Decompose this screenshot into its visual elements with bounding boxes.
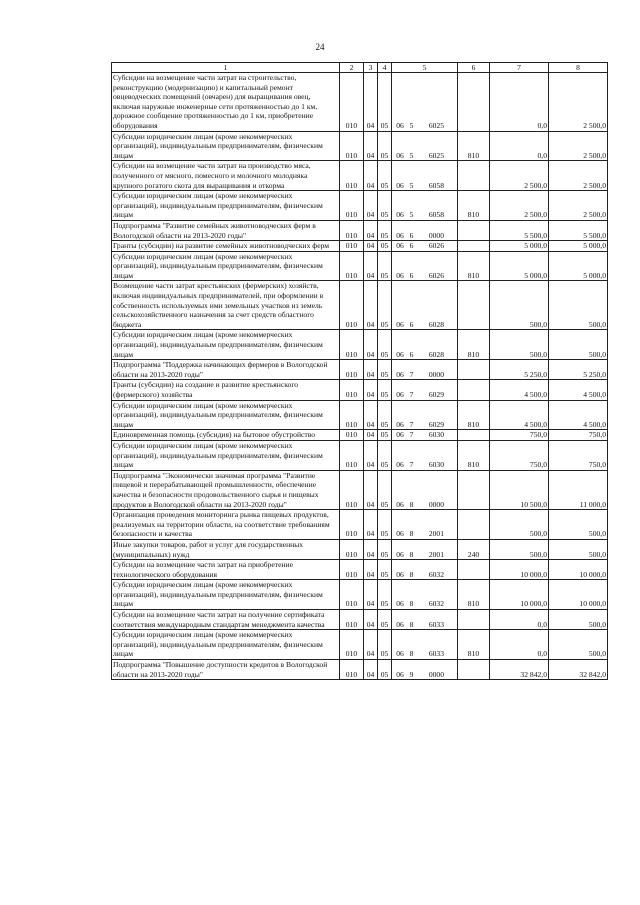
row-section-code: 04	[364, 161, 378, 191]
row-expense-type: 240	[458, 539, 490, 559]
row-subsection-code: 05	[378, 440, 392, 470]
row-amount-col7: 2 500,0	[490, 161, 549, 191]
row-section-code: 04	[364, 470, 378, 509]
code-program: 06	[396, 120, 404, 130]
row-subsection-code: 05	[378, 400, 392, 430]
code-program: 06	[396, 270, 404, 280]
table-row	[112, 630, 608, 660]
row-expense-type: 810	[458, 191, 490, 221]
row-amount-col7: 500,0	[490, 539, 549, 559]
row-target-article-code	[392, 440, 458, 470]
row-subsection-code: 05	[378, 220, 392, 240]
code-program: 06	[396, 419, 404, 429]
code-direction: 0000	[428, 669, 444, 679]
code-direction: 6032	[428, 599, 444, 609]
row-amount-col7: 500,0	[490, 330, 549, 360]
code-program: 06	[396, 599, 404, 609]
row-target-article-code	[392, 220, 458, 240]
row-target-article-code	[392, 630, 458, 660]
code-program: 06	[396, 241, 404, 251]
code-program: 06	[396, 430, 404, 440]
row-name: Субсидии на возмещение части затрат на получение сертификата соответствия международным стандартам менеджмента качества	[112, 610, 340, 630]
row-amount-col8: 2 500,0	[549, 161, 608, 191]
row-target-article-code	[392, 580, 458, 610]
row-name: Субсидии юридическим лицам (кроме некоммерческих организаций), индивидуальным предпринимателям, физическим лицам	[112, 580, 340, 610]
row-amount-col7: 2 500,0	[490, 191, 549, 221]
header-cell: 2	[340, 63, 364, 73]
row-name: Субсидии юридическим лицам (кроме некоммерческих организаций), индивидуальным предпринимателям, физическим лицам	[112, 191, 340, 221]
code-direction: 0000	[428, 369, 444, 379]
row-expense-type	[458, 360, 490, 380]
row-amount-col8: 500,0	[549, 539, 608, 559]
table-row	[112, 400, 608, 430]
row-section-code: 04	[364, 580, 378, 610]
row-target-article-code	[392, 241, 458, 252]
code-direction: 6033	[428, 619, 444, 629]
code-direction: 6026	[428, 270, 444, 280]
row-amount-col7: 0,0	[490, 630, 549, 660]
row-amount-col7: 5 000,0	[490, 241, 549, 252]
row-target-article-code	[392, 610, 458, 630]
row-expense-type	[458, 73, 490, 132]
header-cell: 7	[490, 63, 549, 73]
row-amount-col8: 2 500,0	[549, 131, 608, 161]
row-section-code: 04	[364, 191, 378, 221]
row-ministry-code: 010	[340, 630, 364, 660]
code-program: 06	[396, 319, 404, 329]
row-amount-col8: 2 500,0	[549, 191, 608, 221]
row-amount-col7: 0,0	[490, 73, 549, 132]
code-direction: 2001	[428, 529, 444, 539]
row-ministry-code: 010	[340, 330, 364, 360]
row-subsection-code: 05	[378, 630, 392, 660]
table-row	[112, 430, 608, 441]
row-expense-type: 810	[458, 440, 490, 470]
header-cell: 1	[112, 63, 340, 73]
row-name: Субсидии юридическим лицам (кроме некоммерческих организаций), индивидуальным предпринимателям, физическим лицам	[112, 400, 340, 430]
row-subsection-code: 05	[378, 580, 392, 610]
row-target-article-code	[392, 430, 458, 441]
code-program: 06	[396, 390, 404, 399]
table-row	[112, 660, 608, 680]
code-direction: 6029	[428, 419, 444, 429]
row-section-code: 04	[364, 251, 378, 281]
table-row	[112, 440, 608, 470]
row-target-article-code	[392, 380, 458, 400]
table-row	[112, 610, 608, 630]
row-name: Гранты (субсидии) на развитие семейных животноводческих ферм	[112, 241, 340, 252]
row-target-article-code	[392, 360, 458, 380]
table-row	[112, 241, 608, 252]
row-amount-col7: 500,0	[490, 510, 549, 540]
code-direction: 6030	[428, 460, 444, 470]
table-row	[112, 73, 608, 132]
row-expense-type: 810	[458, 400, 490, 430]
row-subsection-code: 05	[378, 380, 392, 400]
row-name: Гранты (субсидии) на создание и развитие крестьянского (фермерского) хозяйства	[112, 380, 340, 400]
row-subsection-code: 05	[378, 660, 392, 680]
code-subprogram: 8	[409, 619, 414, 629]
code-program: 06	[396, 460, 404, 470]
header-cell: 4	[378, 63, 392, 73]
row-section-code: 04	[364, 560, 378, 580]
table-row	[112, 380, 608, 400]
code-program: 06	[396, 529, 404, 539]
row-amount-col7: 750,0	[490, 430, 549, 441]
row-amount-col8: 4 500,0	[549, 380, 608, 400]
row-target-article-code	[392, 251, 458, 281]
code-program: 06	[396, 549, 404, 559]
code-subprogram: 7	[409, 430, 414, 440]
code-direction: 2001	[428, 549, 444, 559]
row-amount-col8: 750,0	[549, 440, 608, 470]
code-subprogram: 5	[409, 120, 414, 130]
row-ministry-code: 010	[340, 539, 364, 559]
row-amount-col7: 0,0	[490, 610, 549, 630]
row-name: Субсидии юридическим лицам (кроме некоммерческих организаций), индивидуальным предпринимателям, физическим лицам	[112, 330, 340, 360]
row-name: Субсидии юридическим лицам (кроме некоммерческих организаций), индивидуальным предпринимателям, физическим лицам	[112, 251, 340, 281]
row-amount-col8: 500,0	[549, 510, 608, 540]
code-program: 06	[396, 230, 404, 240]
row-target-article-code	[392, 330, 458, 360]
page-number: 24	[315, 42, 325, 52]
row-target-article-code	[392, 510, 458, 540]
row-expense-type	[458, 161, 490, 191]
row-target-article-code	[392, 281, 458, 330]
code-program: 06	[396, 619, 404, 629]
row-ministry-code: 010	[340, 241, 364, 252]
row-subsection-code: 05	[378, 470, 392, 509]
row-name: Субсидии на возмещение части затрат на приобретение технологического оборудования	[112, 560, 340, 580]
row-ministry-code: 010	[340, 610, 364, 630]
code-subprogram: 8	[409, 499, 414, 509]
row-subsection-code: 05	[378, 539, 392, 559]
table-row	[112, 161, 608, 191]
row-section-code: 04	[364, 430, 378, 441]
row-section-code: 04	[364, 630, 378, 660]
code-direction: 6026	[428, 241, 444, 251]
code-program: 06	[396, 150, 404, 160]
code-subprogram: 6	[409, 241, 414, 251]
row-name: Организация проведения мониторинга рынка пищевых продуктов, реализуемых на территории области, на соответствие требованиям безопасности и качества	[112, 510, 340, 540]
row-ministry-code: 010	[340, 191, 364, 221]
row-target-article-code	[392, 470, 458, 509]
row-expense-type	[458, 241, 490, 252]
code-subprogram: 8	[409, 529, 414, 539]
row-subsection-code: 05	[378, 510, 392, 540]
table-row	[112, 360, 608, 380]
row-expense-type: 810	[458, 131, 490, 161]
row-ministry-code: 010	[340, 560, 364, 580]
row-section-code: 04	[364, 510, 378, 540]
row-expense-type	[458, 560, 490, 580]
code-direction: 6025	[428, 120, 444, 130]
row-name: Подпрограмма "Развитие семейных животноводческих ферм в Вологодской области на 2013-2020 годы"	[112, 220, 340, 240]
row-ministry-code: 010	[340, 73, 364, 132]
row-name: Подпрограмма "Повышение доступности кредитов в Вологодской области на 2013-2020 годы"	[112, 660, 340, 680]
code-subprogram: 7	[409, 390, 414, 399]
code-program: 06	[396, 180, 404, 190]
row-amount-col8: 500,0	[549, 281, 608, 330]
row-name: Субсидии юридическим лицам (кроме некоммерческих организаций), индивидуальным предпринимателям, физическим лицам	[112, 630, 340, 660]
row-section-code: 04	[364, 330, 378, 360]
code-subprogram: 7	[409, 419, 414, 429]
row-name: Подпрограмма "Поддержка начинающих фермеров в Вологодской области на 2013-2020 годы"	[112, 360, 340, 380]
row-ministry-code: 010	[340, 440, 364, 470]
code-direction: 0000	[428, 230, 444, 240]
row-expense-type	[458, 610, 490, 630]
code-subprogram: 8	[409, 649, 414, 659]
code-subprogram: 9	[409, 669, 414, 679]
code-subprogram: 8	[409, 599, 414, 609]
table-row	[112, 191, 608, 221]
row-subsection-code: 05	[378, 360, 392, 380]
row-section-code: 04	[364, 380, 378, 400]
row-expense-type	[458, 281, 490, 330]
row-name: Субсидии на возмещение части затрат на строительство, реконструкцию (модернизацию) и капитальный ремонт овцеводческих помещений (овчарен) для выращивания овец, включая наружные инженерные сети протяженностью до 1 км, дорожное сообщение протяженностью до 1 км, приобретение оборудования	[112, 73, 340, 132]
code-direction: 6028	[428, 319, 444, 329]
row-amount-col8: 32 842,0	[549, 660, 608, 680]
row-amount-col7: 10 000,0	[490, 580, 549, 610]
row-section-code: 04	[364, 281, 378, 330]
row-subsection-code: 05	[378, 330, 392, 360]
header-cell: 5	[392, 63, 458, 73]
row-section-code: 04	[364, 610, 378, 630]
row-amount-col8: 2 500,0	[549, 73, 608, 132]
row-ministry-code: 010	[340, 161, 364, 191]
table-row	[112, 510, 608, 540]
row-amount-col7: 5 250,0	[490, 360, 549, 380]
row-section-code: 04	[364, 241, 378, 252]
row-name: Иные закупки товаров, работ и услуг для государственных (муниципальных) нужд	[112, 539, 340, 559]
table-row	[112, 131, 608, 161]
header-cell: 8	[549, 63, 608, 73]
row-amount-col7: 10 000,0	[490, 560, 549, 580]
table-row	[112, 220, 608, 240]
code-subprogram: 6	[409, 270, 414, 280]
table-row	[112, 539, 608, 559]
row-amount-col7: 4 500,0	[490, 400, 549, 430]
table-header-row	[112, 63, 608, 73]
row-section-code: 04	[364, 440, 378, 470]
code-subprogram: 8	[409, 569, 414, 579]
code-program: 06	[396, 210, 404, 220]
table-row	[112, 470, 608, 509]
code-subprogram: 5	[409, 210, 414, 220]
row-target-article-code	[392, 560, 458, 580]
code-program: 06	[396, 369, 404, 379]
row-subsection-code: 05	[378, 73, 392, 132]
row-amount-col8: 5 000,0	[549, 251, 608, 281]
row-ministry-code: 010	[340, 251, 364, 281]
row-ministry-code: 010	[340, 380, 364, 400]
code-subprogram: 6	[409, 349, 414, 359]
code-direction: 6058	[428, 210, 444, 220]
row-amount-col8: 10 000,0	[549, 560, 608, 580]
row-target-article-code	[392, 660, 458, 680]
row-subsection-code: 05	[378, 191, 392, 221]
row-name: Подпрограмма "Экономически значимая программа "Развитие пищевой и перерабатывающей промышленности, обеспечение качества и безопасности продовольственного сырья и пищевых продуктов в Вологодской области на 2013-2020 годы"	[112, 470, 340, 509]
row-amount-col8: 500,0	[549, 610, 608, 630]
row-subsection-code: 05	[378, 161, 392, 191]
row-expense-type: 810	[458, 251, 490, 281]
row-target-article-code	[392, 539, 458, 559]
row-expense-type	[458, 220, 490, 240]
row-section-code: 04	[364, 131, 378, 161]
code-direction: 6033	[428, 649, 444, 659]
code-subprogram: 6	[409, 230, 414, 240]
row-expense-type	[458, 510, 490, 540]
row-amount-col8: 4 500,0	[549, 400, 608, 430]
code-direction: 6032	[428, 569, 444, 579]
code-program: 06	[396, 649, 404, 659]
row-subsection-code: 05	[378, 430, 392, 441]
row-target-article-code	[392, 161, 458, 191]
row-section-code: 04	[364, 73, 378, 132]
row-name: Субсидии юридическим лицам (кроме некоммерческих организаций), индивидуальным предпринимателям, физическим лицам	[112, 440, 340, 470]
row-amount-col7: 5 000,0	[490, 251, 549, 281]
row-ministry-code: 010	[340, 470, 364, 509]
row-expense-type	[458, 430, 490, 441]
code-direction: 0000	[428, 499, 444, 509]
code-program: 06	[396, 349, 404, 359]
row-amount-col8: 750,0	[549, 430, 608, 441]
row-subsection-code: 05	[378, 131, 392, 161]
row-amount-col7: 750,0	[490, 440, 549, 470]
row-name: Субсидии юридическим лицам (кроме некоммерческих организаций), индивидуальным предпринимателям, физическим лицам	[112, 131, 340, 161]
row-subsection-code: 05	[378, 281, 392, 330]
row-amount-col8: 500,0	[549, 630, 608, 660]
table-row	[112, 281, 608, 330]
header-cell: 3	[364, 63, 378, 73]
table-body	[112, 73, 608, 680]
row-expense-type: 810	[458, 630, 490, 660]
row-ministry-code: 010	[340, 430, 364, 441]
code-direction: 6029	[428, 390, 444, 399]
code-direction: 6030	[428, 430, 444, 440]
row-name: Единовременная помощь (субсидия) на бытовое обустройство	[112, 430, 340, 441]
row-ministry-code: 010	[340, 281, 364, 330]
row-ministry-code: 010	[340, 400, 364, 430]
code-subprogram: 6	[409, 319, 414, 329]
code-subprogram: 5	[409, 150, 414, 160]
row-amount-col8: 5 500,0	[549, 220, 608, 240]
row-amount-col7: 10 500,0	[490, 470, 549, 509]
row-subsection-code: 05	[378, 251, 392, 281]
row-amount-col8: 5 250,0	[549, 360, 608, 380]
header-cell: 6	[458, 63, 490, 73]
row-amount-col7: 5 500,0	[490, 220, 549, 240]
row-target-article-code	[392, 73, 458, 132]
row-amount-col8: 10 000,0	[549, 580, 608, 610]
row-target-article-code	[392, 400, 458, 430]
row-ministry-code: 010	[340, 580, 364, 610]
table-row	[112, 251, 608, 281]
row-amount-col8: 500,0	[549, 330, 608, 360]
budget-table	[111, 62, 608, 680]
row-section-code: 04	[364, 220, 378, 240]
row-expense-type: 810	[458, 580, 490, 610]
code-program: 06	[396, 569, 404, 579]
row-amount-col7: 32 842,0	[490, 660, 549, 680]
code-direction: 6028	[428, 349, 444, 359]
row-name: Возмещение части затрат крестьянских (фермерских) хозяйств, включая индивидуальных предпринимателей, при оформлении в собственность используемых ими земельных участков из земель сельскохозяйственного назначения за счет средств областного бюджета	[112, 281, 340, 330]
code-subprogram: 7	[409, 369, 414, 379]
row-expense-type	[458, 470, 490, 509]
row-section-code: 04	[364, 539, 378, 559]
row-subsection-code: 05	[378, 610, 392, 630]
code-direction: 6025	[428, 150, 444, 160]
row-subsection-code: 05	[378, 241, 392, 252]
row-section-code: 04	[364, 360, 378, 380]
row-ministry-code: 010	[340, 660, 364, 680]
code-program: 06	[396, 499, 404, 509]
row-ministry-code: 010	[340, 220, 364, 240]
row-expense-type	[458, 380, 490, 400]
row-ministry-code: 010	[340, 510, 364, 540]
row-name: Субсидии на возмещение части затрат на производство мяса, полученного от мясного, помесного и молочного молодняка крупного рогатого скота для выращивания и откорма	[112, 161, 340, 191]
row-amount-col7: 0,0	[490, 131, 549, 161]
row-amount-col8: 5 000,0	[549, 241, 608, 252]
row-target-article-code	[392, 191, 458, 221]
row-ministry-code: 010	[340, 360, 364, 380]
row-amount-col7: 4 500,0	[490, 380, 549, 400]
table-row	[112, 560, 608, 580]
table-row	[112, 330, 608, 360]
code-subprogram: 7	[409, 460, 414, 470]
code-direction: 6058	[428, 180, 444, 190]
row-ministry-code: 010	[340, 131, 364, 161]
row-amount-col8: 11 000,0	[549, 470, 608, 509]
code-program: 06	[396, 669, 404, 679]
row-expense-type: 810	[458, 330, 490, 360]
row-expense-type	[458, 660, 490, 680]
row-section-code: 04	[364, 660, 378, 680]
code-subprogram: 8	[409, 549, 414, 559]
row-subsection-code: 05	[378, 560, 392, 580]
table-row	[112, 580, 608, 610]
code-subprogram: 5	[409, 180, 414, 190]
row-section-code: 04	[364, 400, 378, 430]
row-target-article-code	[392, 131, 458, 161]
row-amount-col7: 500,0	[490, 281, 549, 330]
